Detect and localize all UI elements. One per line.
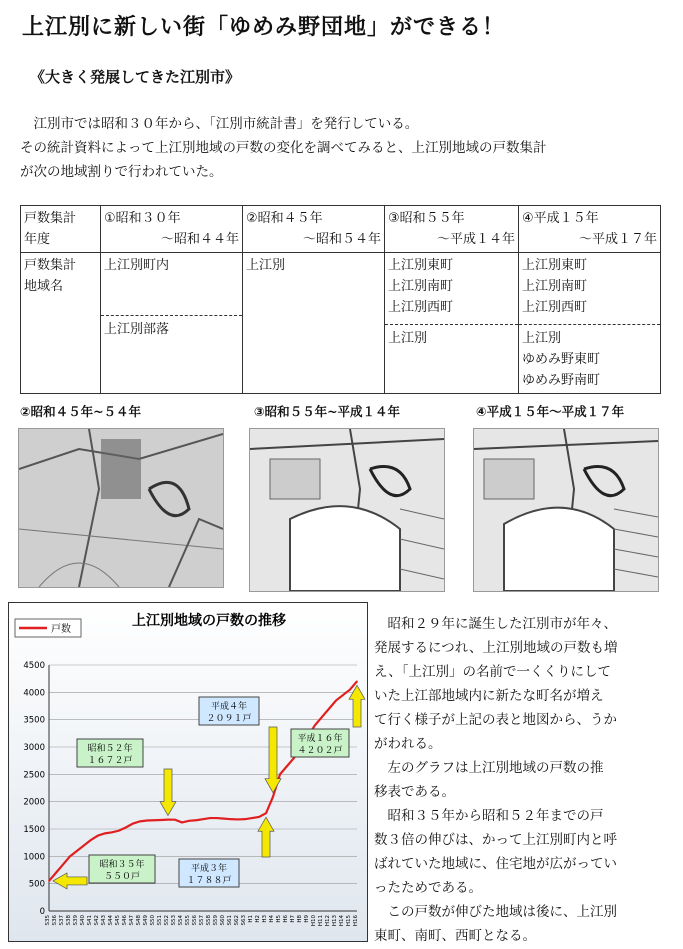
callout-value: ５５０戸: [103, 872, 141, 882]
map-image-3: [473, 428, 659, 592]
data-point: [83, 845, 85, 847]
period-start: ③昭和５５年: [388, 211, 465, 226]
data-point: [314, 724, 316, 726]
data-point: [286, 765, 288, 767]
data-point: [230, 818, 232, 820]
explanation-text: [374, 612, 664, 948]
x-tick-label: S47: [129, 915, 135, 926]
x-tick-label: S57: [199, 915, 205, 926]
table-row: [21, 253, 661, 394]
data-point: [146, 820, 148, 822]
chart-background: [9, 603, 367, 941]
map-image-2: [249, 428, 445, 592]
data-point: [349, 689, 351, 691]
callout-value: １７８８戸: [186, 876, 232, 886]
explanation-line: え、「上江別」の名前で一くくりにして: [374, 664, 612, 680]
data-point: [132, 823, 134, 825]
row-label: 戸数集計: [24, 258, 77, 273]
explanation-line: て行く様子が上記の表と地図から、うか: [374, 712, 617, 728]
x-tick-label: S44: [108, 915, 114, 926]
y-tick-label: 1000: [23, 852, 45, 863]
chart-svg: [9, 603, 367, 941]
intro-line: が次の地域割りで行われていた。: [20, 164, 223, 180]
period-start: ②昭和４５年: [246, 211, 323, 226]
x-tick-label: H16: [353, 915, 359, 927]
x-tick-label: H14: [339, 915, 345, 927]
map-image-1: [18, 428, 224, 588]
data-point: [48, 880, 50, 882]
row-label: 地域名: [24, 279, 64, 294]
area-cell: [101, 253, 243, 394]
x-tick-label: S61: [227, 915, 233, 926]
explanation-line: 昭和２９年に誕生した江別市が年々、: [374, 616, 617, 632]
data-point: [76, 850, 78, 852]
x-tick-label: S51: [157, 915, 163, 926]
data-point: [237, 819, 239, 821]
data-point: [195, 819, 197, 821]
x-tick-label: H13: [332, 915, 338, 927]
explanation-line: ったためである。: [374, 880, 482, 896]
area-name: 上江別: [385, 324, 518, 349]
x-tick-label: H9: [304, 915, 310, 923]
table-cell: [21, 206, 101, 253]
area-name: 上江別: [246, 258, 286, 273]
explanation-line: 東町、南町、西町となる。: [374, 928, 536, 944]
area-cell: [385, 253, 519, 394]
data-point: [97, 835, 99, 837]
x-tick-label: S42: [94, 915, 100, 926]
period-start: ①昭和３０年: [104, 211, 181, 226]
explanation-line: 昭和３５年から昭和５２年までの戸: [374, 808, 604, 824]
explanation-line: 左のグラフは上江別地域の戸数の推: [374, 760, 604, 776]
data-point: [223, 818, 225, 820]
intro-line: 江別市では昭和３０年から、「江別市統計書」を発行している。: [20, 116, 419, 132]
x-tick-label: S46: [122, 915, 128, 926]
section-subtitle: 《大きく発展してきた江別市》: [30, 68, 241, 86]
x-tick-label: H1: [248, 915, 254, 923]
data-point: [139, 821, 141, 823]
data-point: [181, 822, 183, 824]
y-tick-label: 3500: [23, 715, 45, 726]
x-tick-label: H10: [311, 915, 317, 927]
x-tick-label: H12: [325, 915, 331, 927]
callout-label: 昭和５２年: [87, 744, 133, 754]
data-point: [321, 716, 323, 718]
data-point: [279, 774, 281, 776]
y-tick-label: 2000: [23, 797, 45, 808]
x-tick-label: H7: [290, 915, 296, 923]
data-point: [258, 816, 260, 818]
x-tick-label: H11: [318, 915, 324, 927]
data-point: [111, 831, 113, 833]
data-point: [202, 818, 204, 820]
explanation-line: がわれる。: [374, 736, 442, 752]
x-tick-label: H8: [297, 915, 303, 923]
household-chart: [8, 602, 368, 942]
data-point: [69, 856, 71, 858]
x-tick-label: S39: [73, 915, 79, 926]
x-tick-label: H4: [269, 915, 275, 923]
area-name: 上江別東町: [388, 258, 454, 273]
data-point: [216, 817, 218, 819]
x-tick-label: S54: [178, 915, 184, 926]
data-point: [55, 872, 57, 874]
x-tick-label: S40: [80, 915, 86, 926]
x-tick-label: H5: [276, 915, 282, 923]
area-name: 上江別: [519, 324, 660, 349]
data-point: [62, 864, 64, 866]
explanation-line: 移表である。: [374, 784, 455, 800]
area-name: 上江別西町: [522, 300, 588, 315]
x-tick-label: S35: [45, 915, 51, 926]
explanation-line: ばれていた地域に、住宅地が広がってい: [374, 856, 617, 872]
data-point: [328, 708, 330, 710]
callout-value: ４２０２戸: [297, 746, 343, 756]
table-row: [21, 206, 661, 253]
map-label: ④平成１５年～平成１７年: [476, 404, 625, 419]
data-point: [244, 818, 246, 820]
area-name: 上江別西町: [388, 300, 454, 315]
data-point: [342, 694, 344, 696]
period-end: ～昭和５４年: [302, 232, 381, 247]
callout-label: 平成４年: [210, 702, 248, 712]
period-cell: [101, 206, 243, 253]
x-tick-label: H15: [346, 915, 352, 927]
y-tick-label: 3000: [23, 743, 45, 753]
callout-value: ２０９１戸: [206, 714, 252, 724]
page-title: 上江別に新しい街「ゆめみ野団地」ができる！: [22, 15, 506, 40]
x-tick-label: S53: [171, 915, 177, 926]
household-area-table: [20, 205, 661, 394]
explanation-line: いた上江部地域内に新たな町名が増え: [374, 688, 604, 704]
callout-label: 昭和３５年: [99, 860, 145, 870]
x-tick-label: S41: [87, 915, 93, 926]
area-name: ゆめみ野東町: [522, 352, 601, 367]
x-tick-label: S55: [185, 915, 191, 926]
x-tick-label: S36: [52, 915, 58, 926]
period-end: ～平成１４年: [436, 232, 515, 247]
data-point: [251, 817, 253, 819]
data-point: [174, 819, 176, 821]
area-name: 上江別町内: [104, 258, 170, 273]
area-name: ゆめみ野南町: [522, 373, 601, 388]
y-tick-label: 1500: [23, 825, 45, 835]
period-cell: [243, 206, 385, 253]
explanation-line: 発展するにつれ、上江別地域の戸数も増: [374, 640, 618, 656]
period-cell: [519, 206, 661, 253]
period-cell: [385, 206, 519, 253]
x-tick-label: S60: [220, 915, 226, 926]
explanation-line: 数３倍の伸びは、かって上江別町内と呼: [374, 832, 617, 848]
area-name: 上江別南町: [522, 279, 588, 294]
map-label: ②昭和４５年~５４年: [20, 404, 142, 419]
data-point: [272, 796, 274, 798]
row-label: 戸数集計: [24, 211, 77, 226]
x-tick-label: S49: [143, 915, 149, 926]
data-point: [153, 819, 155, 821]
x-tick-label: S59: [213, 915, 219, 926]
data-point: [265, 812, 267, 814]
data-point: [335, 700, 337, 702]
data-point: [118, 830, 120, 832]
x-tick-label: S45: [115, 915, 121, 926]
data-point: [90, 839, 92, 841]
period-start: ④平成１５年: [522, 211, 599, 226]
area-cell: [519, 253, 661, 394]
explanation-line: この戸数が伸びた地域は後に、上江別: [374, 904, 617, 920]
x-tick-label: H2: [255, 915, 261, 923]
x-tick-label: S38: [66, 915, 72, 926]
data-point: [160, 819, 162, 821]
table-cell: [21, 253, 101, 394]
data-point: [188, 820, 190, 822]
x-tick-label: S50: [150, 915, 156, 926]
data-point: [356, 680, 358, 682]
x-tick-label: S62: [234, 915, 240, 926]
x-tick-label: S52: [164, 915, 170, 926]
area-name: 上江別部落: [101, 315, 242, 340]
data-point: [104, 833, 106, 835]
row-label: 年度: [24, 232, 51, 247]
area-name: 上江別南町: [388, 279, 454, 294]
area-name: 上江別東町: [522, 258, 588, 273]
y-tick-label: 4000: [23, 688, 45, 699]
data-point: [167, 819, 169, 821]
x-tick-label: S48: [136, 915, 142, 926]
chart-title: 上江別地域の戸数の推移: [132, 613, 286, 629]
area-cell: [243, 253, 385, 394]
legend-label: 戸数: [51, 624, 71, 635]
x-tick-label: S37: [59, 915, 65, 926]
period-end: ～昭和４４年: [160, 232, 239, 247]
y-tick-label: 4500: [23, 661, 45, 671]
map-label: ③昭和５５年~平成１４年: [254, 404, 401, 419]
x-tick-label: H3: [262, 915, 268, 923]
x-tick-label: S56: [192, 915, 198, 926]
y-tick-label: 500: [28, 879, 45, 890]
callout-value: １６７２戸: [87, 756, 133, 766]
x-tick-label: S63: [241, 915, 247, 926]
intro-line: その統計資料によって上江別地域の戸数の変化を調べてみると、上江別地域の戸数集計: [20, 140, 547, 156]
y-tick-label: 0: [39, 907, 45, 917]
x-tick-label: H6: [283, 915, 289, 923]
intro-paragraph: [20, 112, 670, 184]
callout-label: 平成１６年: [297, 734, 343, 744]
x-tick-label: S58: [206, 915, 212, 926]
data-point: [209, 817, 211, 819]
x-tick-label: S43: [101, 915, 107, 926]
data-point: [125, 827, 127, 829]
period-end: ～平成１７年: [578, 232, 657, 247]
y-tick-label: 2500: [23, 770, 45, 781]
callout-label: 平成３年: [190, 864, 228, 874]
